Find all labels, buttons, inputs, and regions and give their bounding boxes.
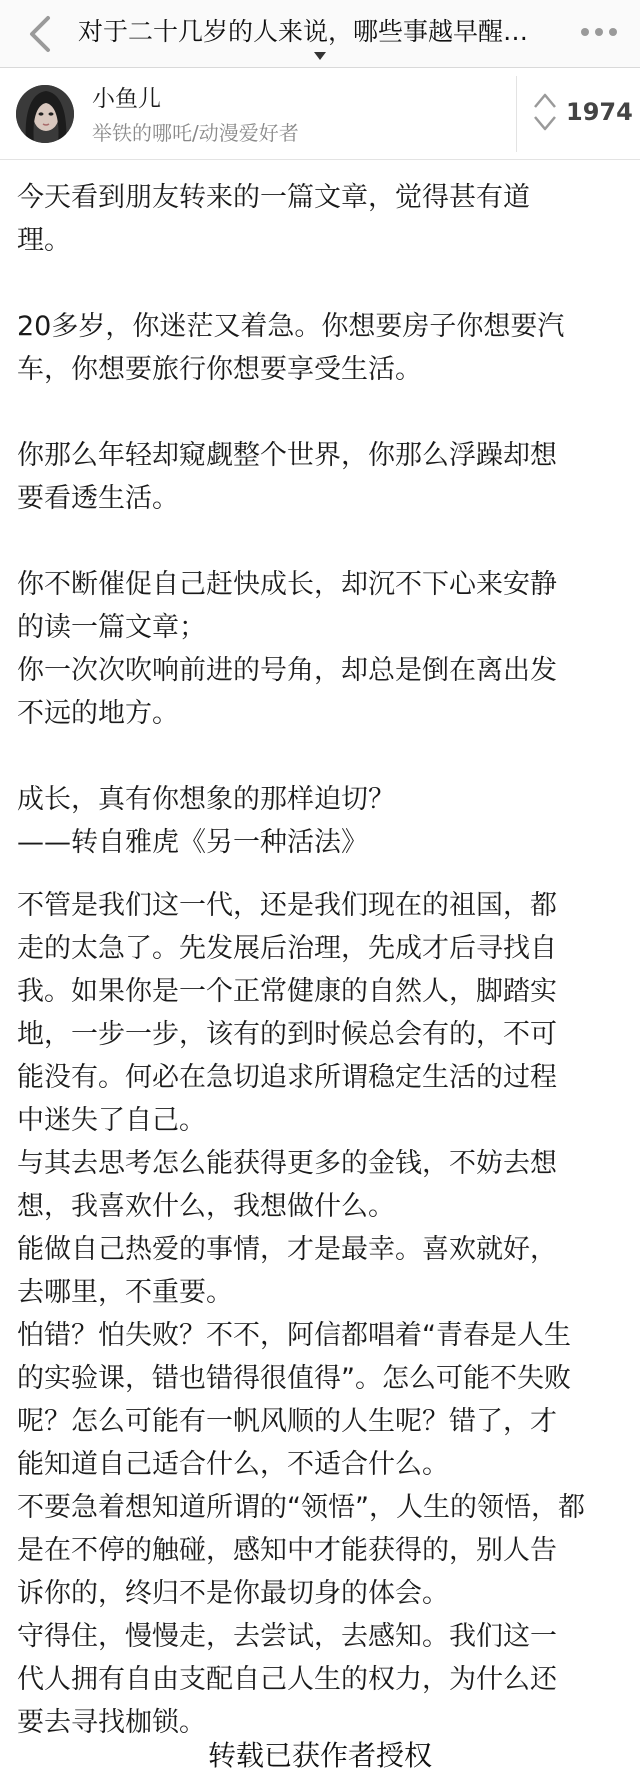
paragraph: 20多岁，你迷茫又着急。你想要房子你想要汽 车，你想要旅行你想要享受生活。: [17, 311, 565, 385]
vote-count: 1974: [566, 98, 633, 126]
avatar-image: [16, 85, 74, 143]
divider: [516, 76, 517, 152]
paragraph-gap: [17, 391, 627, 434]
paragraph: 成长，真有你想象的那样迫切？ ——转自雅虎《另一种活法》: [17, 784, 395, 858]
paragraph-gap: [17, 520, 627, 563]
paragraph: 你不断催促自己赶快成长，却沉不下心来安静 的读一篇文章； 你一次次吹响前进的号角，却总是倒在离出发 不远的地方。: [17, 569, 557, 729]
paragraph: 不管是我们这一代，还是我们现在的祖国，都 走的太急了。先发展后治理，先成才后寻找自 我。如果你是一个正常健康的自然人，脚踏实 地，一步一步，该有的到时候总会有的，不可 能没有。何必在急切追求所谓稳定生活的过程 中迷失了自己。 与其去思考怎么能获得更多的金钱，不妨去想 想，我喜欢什么，我想做什么。 能做自己热爱的事情，才是最幸。喜欢就好， 去哪里，不重要。 怕错？怕失败？不不，阿信都唱着“青春是人生 的实验课，错也错得很值得”。怎么可能不失败 呢？怎么可能有一帆风顺的人生呢？错了，才 能知道自己适合什么，不适合什么。 不要急着想知道所谓的“领悟”，人生的领悟，都 是在不停的触碰，感知中才能获得的，别人告 诉你的，终归不是你最切身的体会。 守得住，慢慢走，去尝试，去感知。我们这一 代人拥有自由支配自己人生的权力，为什么还 要去寻找枷锁。: [17, 890, 585, 1738]
top-bar: [0, 0, 640, 68]
paragraph: 今天看到朋友转来的一篇文章，觉得甚有道 理。: [17, 182, 530, 256]
question-title[interactable]: 对于二十几岁的人来说，哪些事越早醒…: [78, 17, 529, 46]
answer-body: [17, 176, 627, 1744]
avatar[interactable]: [16, 85, 74, 143]
more-dots-icon[interactable]: [578, 20, 620, 44]
paragraph-gap: [17, 864, 627, 884]
author-bar: [0, 68, 640, 160]
chevron-left-icon[interactable]: [24, 14, 56, 54]
caret-down-icon: [314, 52, 326, 60]
vote-up-down-icon[interactable]: [532, 90, 558, 134]
paragraph-gap: [17, 262, 627, 305]
author-name[interactable]: 小鱼儿: [92, 86, 161, 112]
author-bio: 举铁的哪吒/动漫爱好者: [92, 121, 299, 145]
paragraph-gap: [17, 735, 627, 778]
repost-note: 转载已获作者授权: [207, 1739, 432, 1772]
paragraph: 你那么年轻却窥觑整个世界，你那么浮躁却想 要看透生活。: [17, 440, 557, 514]
